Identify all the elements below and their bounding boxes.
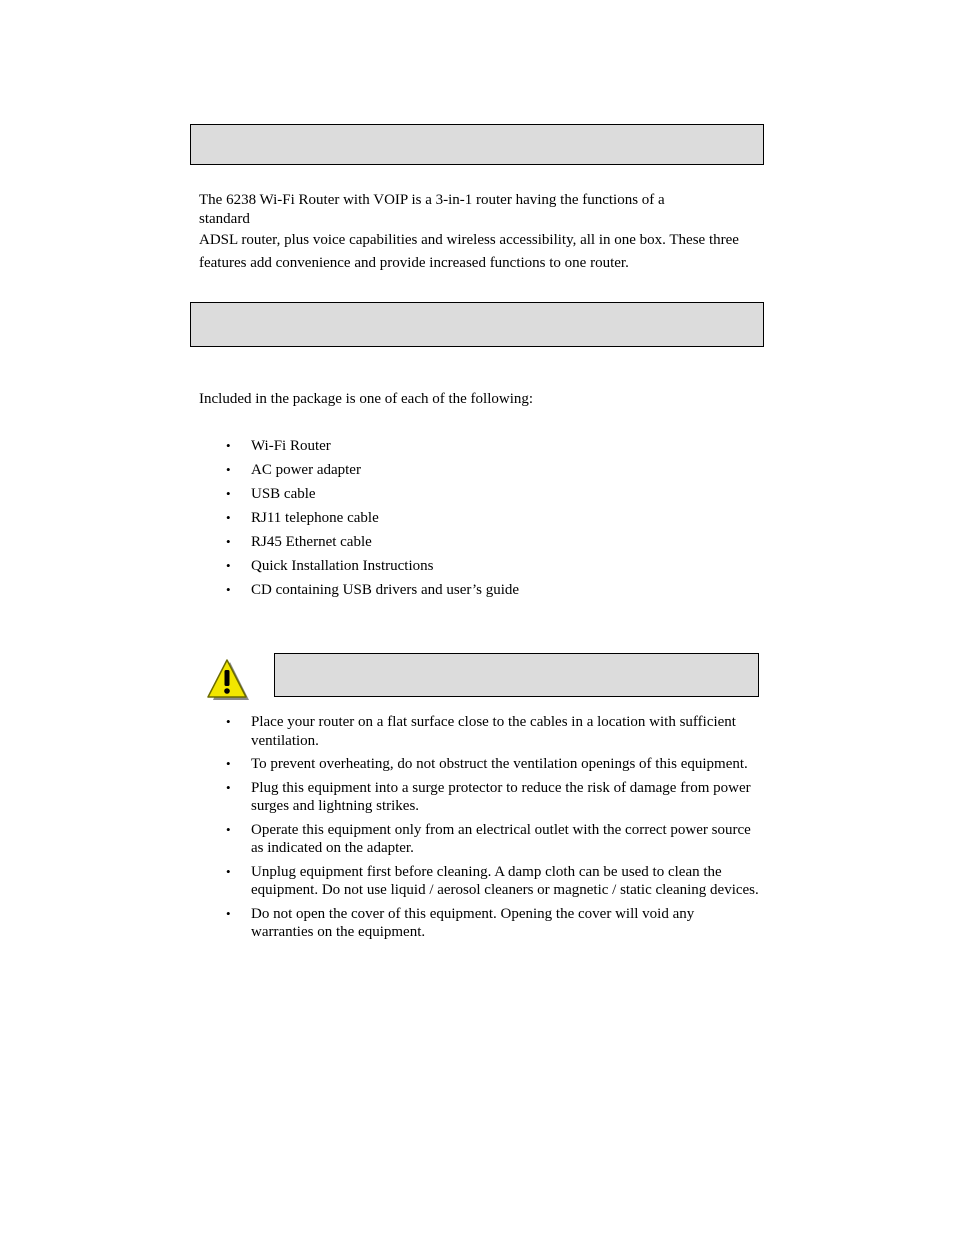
list-item: • Operate this equipment only from an electrical outlet with the correct power source as indicated on the adapter. — [199, 821, 759, 858]
section-header-band-1 — [190, 124, 764, 165]
list-item: • RJ45 Ethernet cable — [199, 531, 759, 555]
intro-line-2: ADSL router, plus voice capabilities and wireless accessibility, all in one box. These three features add convenience and provide increased functions to one router. — [199, 232, 739, 271]
list-item: • Place your router on a flat surface close to the cables in a location with sufficient ventilation. — [199, 713, 759, 750]
list-item: • USB cable — [199, 483, 759, 507]
list-item: • Do not open the cover of this equipment. Opening the cover will void any warranties on the equipment. — [199, 905, 759, 942]
section-header-band-3 — [274, 653, 759, 697]
list-item: • AC power adapter — [199, 459, 759, 483]
list-item: • Plug this equipment into a surge protector to reduce the risk of damage from power surges and lightning strikes. — [199, 779, 759, 816]
list-item: • CD containing USB drivers and user’s guide — [199, 579, 759, 603]
list-item: • RJ11 telephone cable — [199, 507, 759, 531]
intro-line-1: The 6238 Wi-Fi Router with VOIP is a 3-in-1 router having the functions of a standard — [199, 192, 665, 227]
warning-triangle-icon — [205, 658, 251, 704]
package-intro: Included in the package is one of each of the following: — [199, 391, 534, 407]
list-item: • Wi-Fi Router — [199, 435, 759, 459]
section-header-band-2 — [190, 302, 764, 347]
package-contents-list — [199, 435, 759, 603]
safety-instructions-list — [199, 713, 759, 947]
intro-paragraph — [199, 191, 759, 275]
list-item: • Unplug equipment first before cleaning. A damp cloth can be used to clean the equipment. Do not use liquid / aerosol cleaners or magnetic / static cleaning devices. — [199, 863, 759, 900]
list-item: • Quick Installation Instructions — [199, 555, 759, 579]
list-item: • To prevent overheating, do not obstruct the ventilation openings of this equipment. — [199, 755, 759, 774]
